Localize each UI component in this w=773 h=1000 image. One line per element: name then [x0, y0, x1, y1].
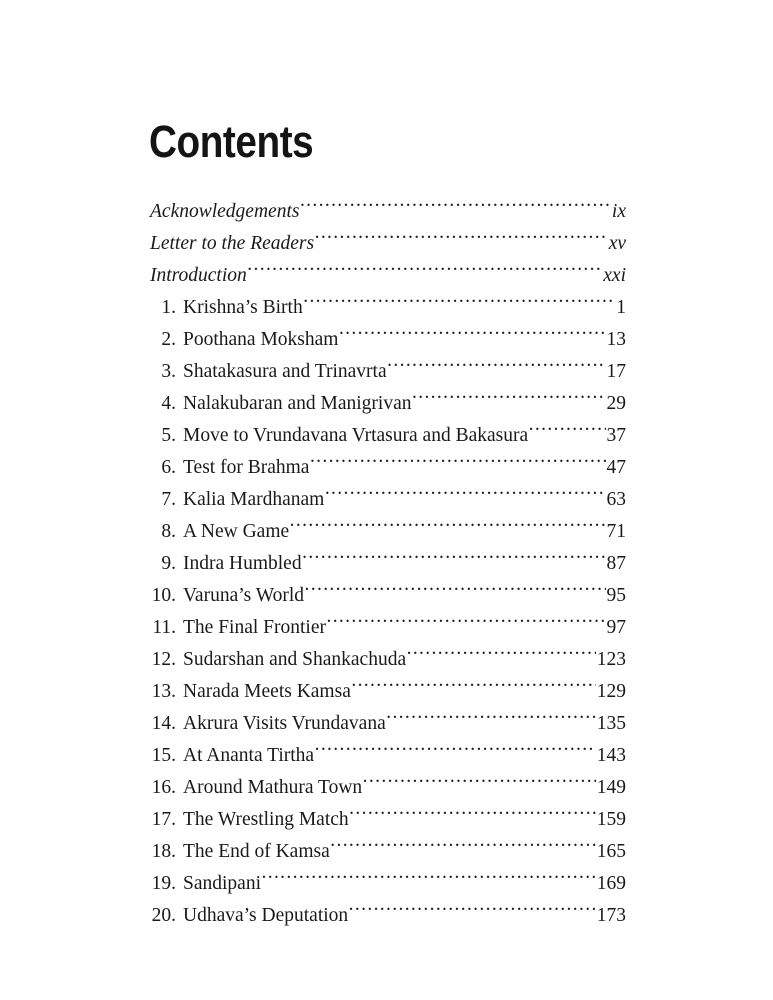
toc-entry-page-number: 97	[606, 617, 626, 638]
toc-entry-title: At Ananta Tirtha	[183, 745, 315, 766]
toc-entry-number: 14.	[151, 713, 176, 734]
toc-entry-number: 15.	[151, 745, 176, 766]
toc-entry-title: Poothana Moksham	[183, 329, 339, 350]
toc-entry-title: Krishna’s Birth	[183, 297, 303, 318]
toc-entry[interactable]	[150, 868, 626, 900]
toc-entry-page-number: 173	[596, 905, 626, 926]
page-title: Contents	[149, 116, 314, 167]
toc-leader-dots	[326, 614, 605, 634]
toc-entry-number: 6.	[161, 457, 176, 478]
toc-entry-number: 3.	[161, 361, 176, 382]
toc-leader-dots	[302, 550, 605, 570]
toc-entry[interactable]	[150, 836, 626, 868]
toc-entry-page-number: 1	[616, 297, 626, 318]
toc-entry-number: 5.	[161, 425, 176, 446]
toc-entry[interactable]	[150, 516, 626, 548]
toc-entry-page-number: 17	[606, 361, 626, 382]
toc-entry[interactable]	[150, 676, 626, 708]
toc-entry[interactable]	[150, 804, 626, 836]
toc-entry-number: 10.	[151, 585, 176, 606]
toc-entry[interactable]	[150, 900, 626, 932]
table-of-contents-list	[150, 196, 626, 932]
toc-leader-dots	[300, 198, 611, 218]
toc-entry-page-number: xxi	[603, 265, 626, 286]
toc-leader-dots	[262, 870, 596, 890]
toc-entry[interactable]	[150, 548, 626, 580]
toc-entry-page-number: 135	[596, 713, 626, 734]
toc-entry[interactable]	[150, 260, 626, 292]
toc-entry-number: 12.	[151, 649, 176, 670]
toc-leader-dots	[351, 678, 595, 698]
toc-entry-title: A New Game	[183, 521, 290, 542]
toc-entry-page-number: xv	[608, 233, 626, 254]
toc-entry-page-number: 29	[606, 393, 626, 414]
toc-entry-title: Move to Vrundavana Vrtasura and Bakasura	[183, 425, 529, 446]
toc-entry-number: 20.	[151, 905, 176, 926]
toc-entry[interactable]	[150, 580, 626, 612]
toc-entry[interactable]	[150, 452, 626, 484]
toc-entry-title: Nalakubaran and Manigrivan	[183, 393, 412, 414]
toc-entry-title: Indra Humbled	[183, 553, 302, 574]
toc-entry-title: Sudarshan and Shankachuda	[183, 649, 407, 670]
toc-leader-dots	[290, 518, 606, 538]
toc-entry-page-number: 63	[606, 489, 626, 510]
toc-entry[interactable]	[150, 612, 626, 644]
toc-entry[interactable]	[150, 708, 626, 740]
toc-entry-number: 11.	[152, 617, 176, 638]
toc-entry-title: Shatakasura and Trinavrta	[183, 361, 387, 382]
toc-entry-title: Varuna’s World	[183, 585, 305, 606]
toc-entry-title: Acknowledgements	[150, 201, 300, 222]
toc-entry-title: Udhava’s Deputation	[183, 905, 349, 926]
toc-entry[interactable]	[150, 484, 626, 516]
toc-entry-page-number: 71	[606, 521, 626, 542]
toc-entry[interactable]	[150, 740, 626, 772]
toc-entry-page-number: ix	[611, 201, 626, 222]
toc-entry-page-number: 95	[606, 585, 626, 606]
toc-entry-number: 16.	[151, 777, 176, 798]
toc-entry[interactable]	[150, 196, 626, 228]
toc-entry[interactable]	[150, 292, 626, 324]
toc-entry-title: Letter to the Readers	[150, 233, 315, 254]
toc-entry-title: Narada Meets Kamsa	[183, 681, 351, 702]
toc-entry-number: 9.	[161, 553, 176, 574]
toc-entry-title: Akrura Visits Vrundavana	[183, 713, 386, 734]
toc-entry-title: Introduction	[150, 265, 247, 286]
toc-entry-title: The End of Kamsa	[183, 841, 330, 862]
toc-entry-page-number: 13	[606, 329, 626, 350]
toc-entry-page-number: 169	[596, 873, 626, 894]
toc-entry-number: 2.	[161, 329, 176, 350]
toc-entry-title: Sandipani	[183, 873, 261, 894]
toc-leader-dots	[310, 454, 606, 474]
toc-entry-title: Kalia Mardhanam	[183, 489, 325, 510]
toc-entry-number: 18.	[151, 841, 176, 862]
toc-leader-dots	[363, 774, 596, 794]
toc-entry[interactable]	[150, 772, 626, 804]
toc-leader-dots	[349, 902, 596, 922]
toc-entry-number: 19.	[151, 873, 176, 894]
toc-leader-dots	[325, 486, 606, 506]
toc-leader-dots	[412, 390, 606, 410]
toc-leader-dots	[247, 262, 602, 282]
toc-entry-page-number: 159	[596, 809, 626, 830]
toc-entry-page-number: 143	[596, 745, 626, 766]
toc-leader-dots	[303, 294, 615, 314]
toc-entry-page-number: 123	[596, 649, 626, 670]
toc-entry[interactable]	[150, 644, 626, 676]
toc-entry-title: The Wrestling Match	[183, 809, 349, 830]
toc-entry-number: 1.	[161, 297, 176, 318]
toc-entry-page-number: 87	[606, 553, 626, 574]
toc-leader-dots	[349, 806, 596, 826]
toc-entry-number: 8.	[161, 521, 176, 542]
toc-entry-number: 13.	[151, 681, 176, 702]
toc-leader-dots	[529, 422, 606, 442]
toc-entry-page-number: 37	[606, 425, 626, 446]
toc-entry[interactable]	[150, 420, 626, 452]
toc-entry[interactable]	[150, 228, 626, 260]
toc-leader-dots	[315, 230, 608, 250]
toc-entry[interactable]	[150, 324, 626, 356]
toc-entry-number: 17.	[151, 809, 176, 830]
toc-entry-title: Test for Brahma	[183, 457, 310, 478]
toc-entry-number: 7.	[161, 489, 176, 510]
toc-entry-page-number: 165	[596, 841, 626, 862]
toc-entry-title: Around Mathura Town	[183, 777, 363, 798]
toc-entry-page-number: 47	[606, 457, 626, 478]
toc-entry[interactable]	[150, 356, 626, 388]
toc-entry-page-number: 129	[596, 681, 626, 702]
toc-leader-dots	[386, 710, 596, 730]
toc-leader-dots	[330, 838, 596, 858]
toc-entry-title: The Final Frontier	[183, 617, 326, 638]
toc-entry-number: 4.	[161, 393, 176, 414]
toc-leader-dots	[387, 358, 605, 378]
toc-leader-dots	[339, 326, 606, 346]
toc-entry[interactable]	[150, 388, 626, 420]
toc-leader-dots	[315, 742, 596, 762]
toc-leader-dots	[407, 646, 596, 666]
toc-leader-dots	[305, 582, 606, 602]
toc-entry-page-number: 149	[596, 777, 626, 798]
